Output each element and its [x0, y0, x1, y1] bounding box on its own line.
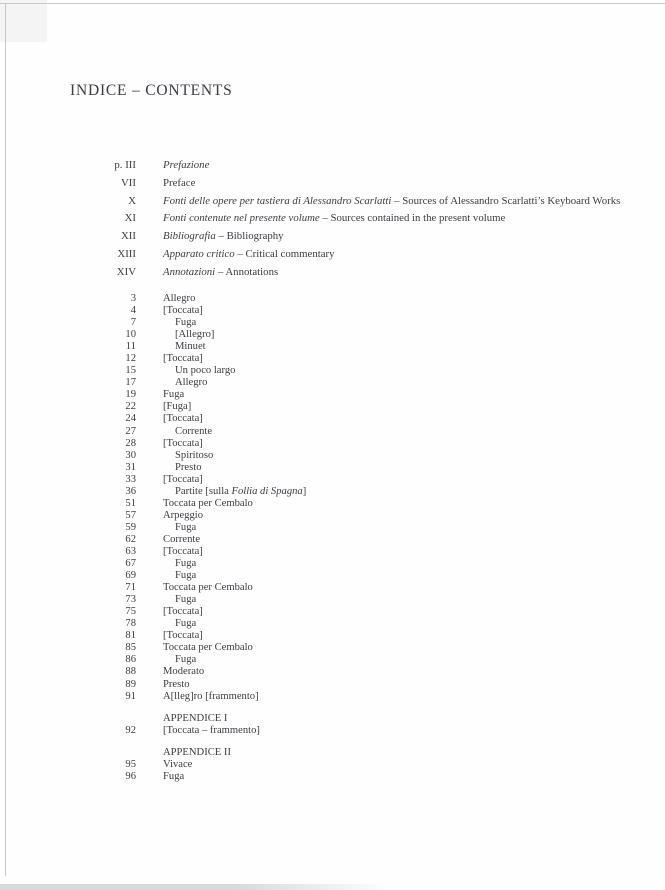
- entry-title: [136, 759, 192, 771]
- entry-title-italic: Annotazioni: [163, 265, 216, 278]
- toc-row: [0, 377, 665, 389]
- entry-title-text: Fuga: [175, 521, 197, 533]
- toc-row: [0, 462, 665, 474]
- entry-title-text: Spiritoso: [175, 449, 214, 461]
- page-edge-bottom: [0, 884, 390, 890]
- entry-title: [136, 510, 203, 522]
- entry-title: [136, 474, 203, 486]
- toc-row: [0, 305, 665, 317]
- toc-row: [0, 498, 665, 510]
- entry-page-number: 59: [125, 521, 136, 533]
- entry-page-number: XIV: [116, 265, 136, 278]
- entry-title-text: Fuga: [163, 770, 185, 782]
- entry-page-number: 11: [125, 341, 136, 353]
- entry-page-number: VII: [121, 176, 136, 189]
- entry-page-number: 17: [125, 377, 136, 389]
- entry-title: [136, 582, 253, 594]
- toc-row: [0, 175, 665, 193]
- entry-page-number: 92: [125, 724, 136, 736]
- entry-title: [136, 341, 206, 353]
- toc-row: [0, 193, 665, 211]
- entry-page-number: 95: [125, 758, 136, 770]
- appendix-heading: [136, 747, 231, 759]
- entry-title: [136, 546, 203, 558]
- toc-row: [0, 486, 665, 498]
- entry-title-text: Corrente: [163, 533, 201, 545]
- entry-title-text: Minuet: [175, 341, 206, 353]
- toc-row: [0, 264, 665, 282]
- entry-page-number: 51: [125, 497, 136, 509]
- entry-title-text: Fuga: [175, 654, 197, 666]
- entry-title: [136, 594, 196, 606]
- entry-title: [136, 438, 203, 450]
- entry-title-text: Un poco largo: [175, 365, 236, 377]
- toc-row: [0, 401, 665, 413]
- entry-title: [136, 771, 184, 783]
- entry-page-number: 73: [125, 594, 136, 606]
- entry-page-number: 75: [125, 606, 136, 618]
- entry-title: [136, 558, 196, 570]
- front-matter-list: [0, 157, 665, 281]
- entry-title-text: [Toccata]: [163, 630, 203, 642]
- entry-title: [136, 401, 191, 413]
- toc-row: [0, 438, 665, 450]
- entry-title: [136, 534, 200, 546]
- entry-page-number: 85: [125, 642, 136, 654]
- toc-row: [0, 666, 665, 678]
- toc-row: [0, 413, 665, 425]
- entry-title: [136, 389, 184, 401]
- entry-title-text: Presto: [175, 461, 202, 473]
- page-edge-top: [0, 3, 665, 4]
- entry-title: [136, 691, 259, 703]
- entry-title-text: Allegro: [175, 377, 208, 389]
- entry-title-text: – Critical commentary: [234, 247, 335, 260]
- entry-title: [136, 264, 278, 282]
- entry-title: [136, 522, 196, 534]
- entry-title-text: Fuga: [175, 618, 197, 630]
- entry-title: [136, 654, 196, 666]
- entry-title: [136, 725, 260, 737]
- entry-title: [136, 606, 203, 618]
- appendix-heading: [136, 713, 227, 725]
- toc-row: [0, 618, 665, 630]
- entry-title: [136, 413, 203, 425]
- entry-title: [136, 365, 235, 377]
- toc-row: [0, 654, 665, 666]
- entry-title-italic: Fonti delle opere per tastiera di Alessandro Scarlatti: [163, 194, 392, 207]
- toc-row: [0, 510, 665, 522]
- entry-title-text: Fuga: [175, 558, 197, 570]
- entry-title: [136, 679, 189, 691]
- page-title: INDICE – CONTENTS: [70, 82, 233, 99]
- entry-title-italic: Bibliografia: [163, 230, 216, 242]
- entry-title-text: Partite [sulla: [175, 485, 232, 497]
- entry-page-number: 30: [125, 449, 136, 461]
- entry-title: [136, 175, 195, 193]
- entry-page-number: 28: [125, 437, 136, 449]
- entry-title-text: [Toccata]: [163, 437, 203, 449]
- entry-page-number: XIII: [117, 247, 136, 260]
- toc-row: [0, 341, 665, 353]
- entry-title: [136, 486, 306, 498]
- entry-title: [136, 377, 207, 389]
- entry-page-number: 33: [125, 473, 136, 485]
- entry-title-text: Preface: [163, 176, 196, 189]
- entry-page-number: 86: [125, 654, 136, 666]
- toc-row: [0, 759, 665, 771]
- toc-row: [0, 691, 665, 703]
- toc-row: [0, 228, 665, 246]
- entry-page-number: 10: [125, 329, 136, 341]
- entry-title-text: [Toccata]: [163, 413, 203, 425]
- entry-title: [136, 329, 214, 341]
- entry-title-text: [Fuga]: [163, 401, 192, 413]
- toc-row: [0, 642, 665, 654]
- entry-page-number: 89: [125, 678, 136, 690]
- entry-title-text: Toccata per Cembalo: [163, 642, 253, 654]
- entry-title-text: [Toccata]: [163, 545, 203, 557]
- entry-page-number: 19: [125, 389, 136, 401]
- toc-row: [0, 594, 665, 606]
- entry-title: [136, 193, 620, 211]
- entry-title-text: [Toccata]: [163, 353, 203, 365]
- entry-page-number: 31: [125, 461, 136, 473]
- entry-title-text: – Sources of Alessandro Scarlatti’s Keyboard Works: [391, 194, 621, 207]
- entry-page-number: 67: [125, 558, 136, 570]
- scan-corner-artifact: [0, 0, 47, 42]
- entry-title-text: Toccata per Cembalo: [163, 497, 253, 509]
- entry-title-text: ]: [302, 485, 307, 497]
- entry-title: [136, 462, 201, 474]
- entry-title-text: Arpeggio: [163, 509, 204, 521]
- entry-title-italic: Prefazione: [163, 159, 210, 171]
- entry-page-number: X: [128, 194, 136, 207]
- entry-title-text: Allegro: [163, 293, 196, 304]
- entry-page-number: 57: [125, 509, 136, 521]
- entry-page-number: 71: [125, 582, 136, 594]
- entry-title-italic: Follia di Spagna: [231, 485, 303, 497]
- entry-page-number: 36: [125, 485, 136, 497]
- entry-title-text: [Allegro]: [175, 329, 215, 341]
- entry-page-number: XII: [121, 230, 136, 242]
- toc-row: [0, 558, 665, 570]
- entry-title-text: [Toccata]: [163, 305, 203, 317]
- entry-page-number: 24: [125, 413, 136, 425]
- toc-row: [0, 329, 665, 341]
- entry-page-number: 78: [125, 618, 136, 630]
- entry-title: [136, 317, 196, 329]
- toc-row: [0, 426, 665, 438]
- entry-title: [136, 630, 203, 642]
- entry-title: [136, 293, 195, 305]
- entry-page-number: 12: [125, 353, 136, 365]
- entry-title: [136, 498, 253, 510]
- entry-title: [136, 246, 335, 264]
- entry-title-text: Vivace: [163, 758, 193, 770]
- toc-row: [0, 389, 665, 401]
- entry-page-number: 91: [125, 690, 136, 702]
- entry-page-number: 22: [125, 401, 136, 413]
- toc-row: [0, 679, 665, 691]
- entry-title-italic: Apparato critico: [163, 247, 235, 260]
- entry-page-number: 27: [125, 425, 136, 437]
- toc-row: [0, 771, 665, 783]
- entry-title-text: [Toccata]: [163, 606, 203, 618]
- entry-title: [136, 666, 204, 678]
- toc-row: [0, 570, 665, 582]
- entry-title-text: – Annotations: [215, 265, 279, 278]
- toc-row: [0, 630, 665, 642]
- entry-page-number: 4: [130, 305, 136, 317]
- entry-title-text: Presto: [163, 678, 190, 690]
- toc-row: [0, 522, 665, 534]
- entry-title-text: APPENDICE I: [163, 712, 228, 724]
- entry-title-text: – Sources contained in the present volume: [319, 212, 506, 225]
- entry-page-number: 62: [125, 533, 136, 545]
- entry-title: [136, 450, 213, 462]
- entry-page-number: XI: [124, 212, 136, 225]
- toc-row: [0, 606, 665, 618]
- entry-title-text: – Bibliography: [215, 230, 284, 242]
- entry-title: [136, 426, 212, 438]
- toc-row: [0, 246, 665, 264]
- entry-title: [136, 618, 196, 630]
- entry-title-text: Fuga: [175, 570, 197, 582]
- toc-row: [0, 450, 665, 462]
- entry-page-number: 88: [125, 666, 136, 678]
- entry-title: [136, 157, 209, 175]
- entry-title-italic: Fonti contenute nel presente volume: [163, 212, 320, 225]
- toc-row: [0, 474, 665, 486]
- entry-page-number: 81: [125, 630, 136, 642]
- toc-row: [0, 293, 665, 305]
- entry-title-text: APPENDICE II: [163, 746, 231, 758]
- entry-page-number: 63: [125, 545, 136, 557]
- entry-title-text: [Toccata]: [163, 473, 203, 485]
- toc-row: [0, 546, 665, 558]
- entry-title-text: Fuga: [163, 389, 185, 401]
- entry-page-number: 3: [130, 293, 136, 304]
- toc-row: [0, 157, 665, 175]
- appendix-heading-row: [0, 747, 665, 759]
- entry-page-number: 69: [125, 570, 136, 582]
- entry-title: [136, 570, 196, 582]
- entry-title: [136, 305, 203, 317]
- toc-row: [0, 317, 665, 329]
- entry-page-number: 7: [130, 317, 136, 329]
- entry-page-number: 96: [125, 770, 136, 782]
- entry-title-text: Moderato: [163, 666, 205, 678]
- toc-row: [0, 353, 665, 365]
- entry-title-text: Toccata per Cembalo: [163, 582, 253, 594]
- entry-title-text: Corrente: [175, 425, 213, 437]
- entry-title: [136, 642, 253, 654]
- entry-title-text: [Toccata – frammento]: [163, 724, 260, 736]
- appendix-heading-row: [0, 713, 665, 725]
- toc-row: [0, 365, 665, 377]
- entry-title-text: Fuga: [175, 317, 197, 329]
- toc-row: [0, 534, 665, 546]
- entry-title: [136, 353, 203, 365]
- toc-row: [0, 582, 665, 594]
- entry-title: [136, 228, 284, 246]
- toc-row: [0, 725, 665, 737]
- toc-row: [0, 210, 665, 228]
- entry-title-text: Fuga: [175, 594, 197, 606]
- entry-title-text: A[lleg]ro [frammento]: [163, 690, 259, 702]
- entry-title: [136, 210, 505, 228]
- entry-page-number: p. III: [114, 159, 136, 171]
- contents-list: [0, 293, 665, 783]
- entry-page-number: 15: [125, 365, 136, 377]
